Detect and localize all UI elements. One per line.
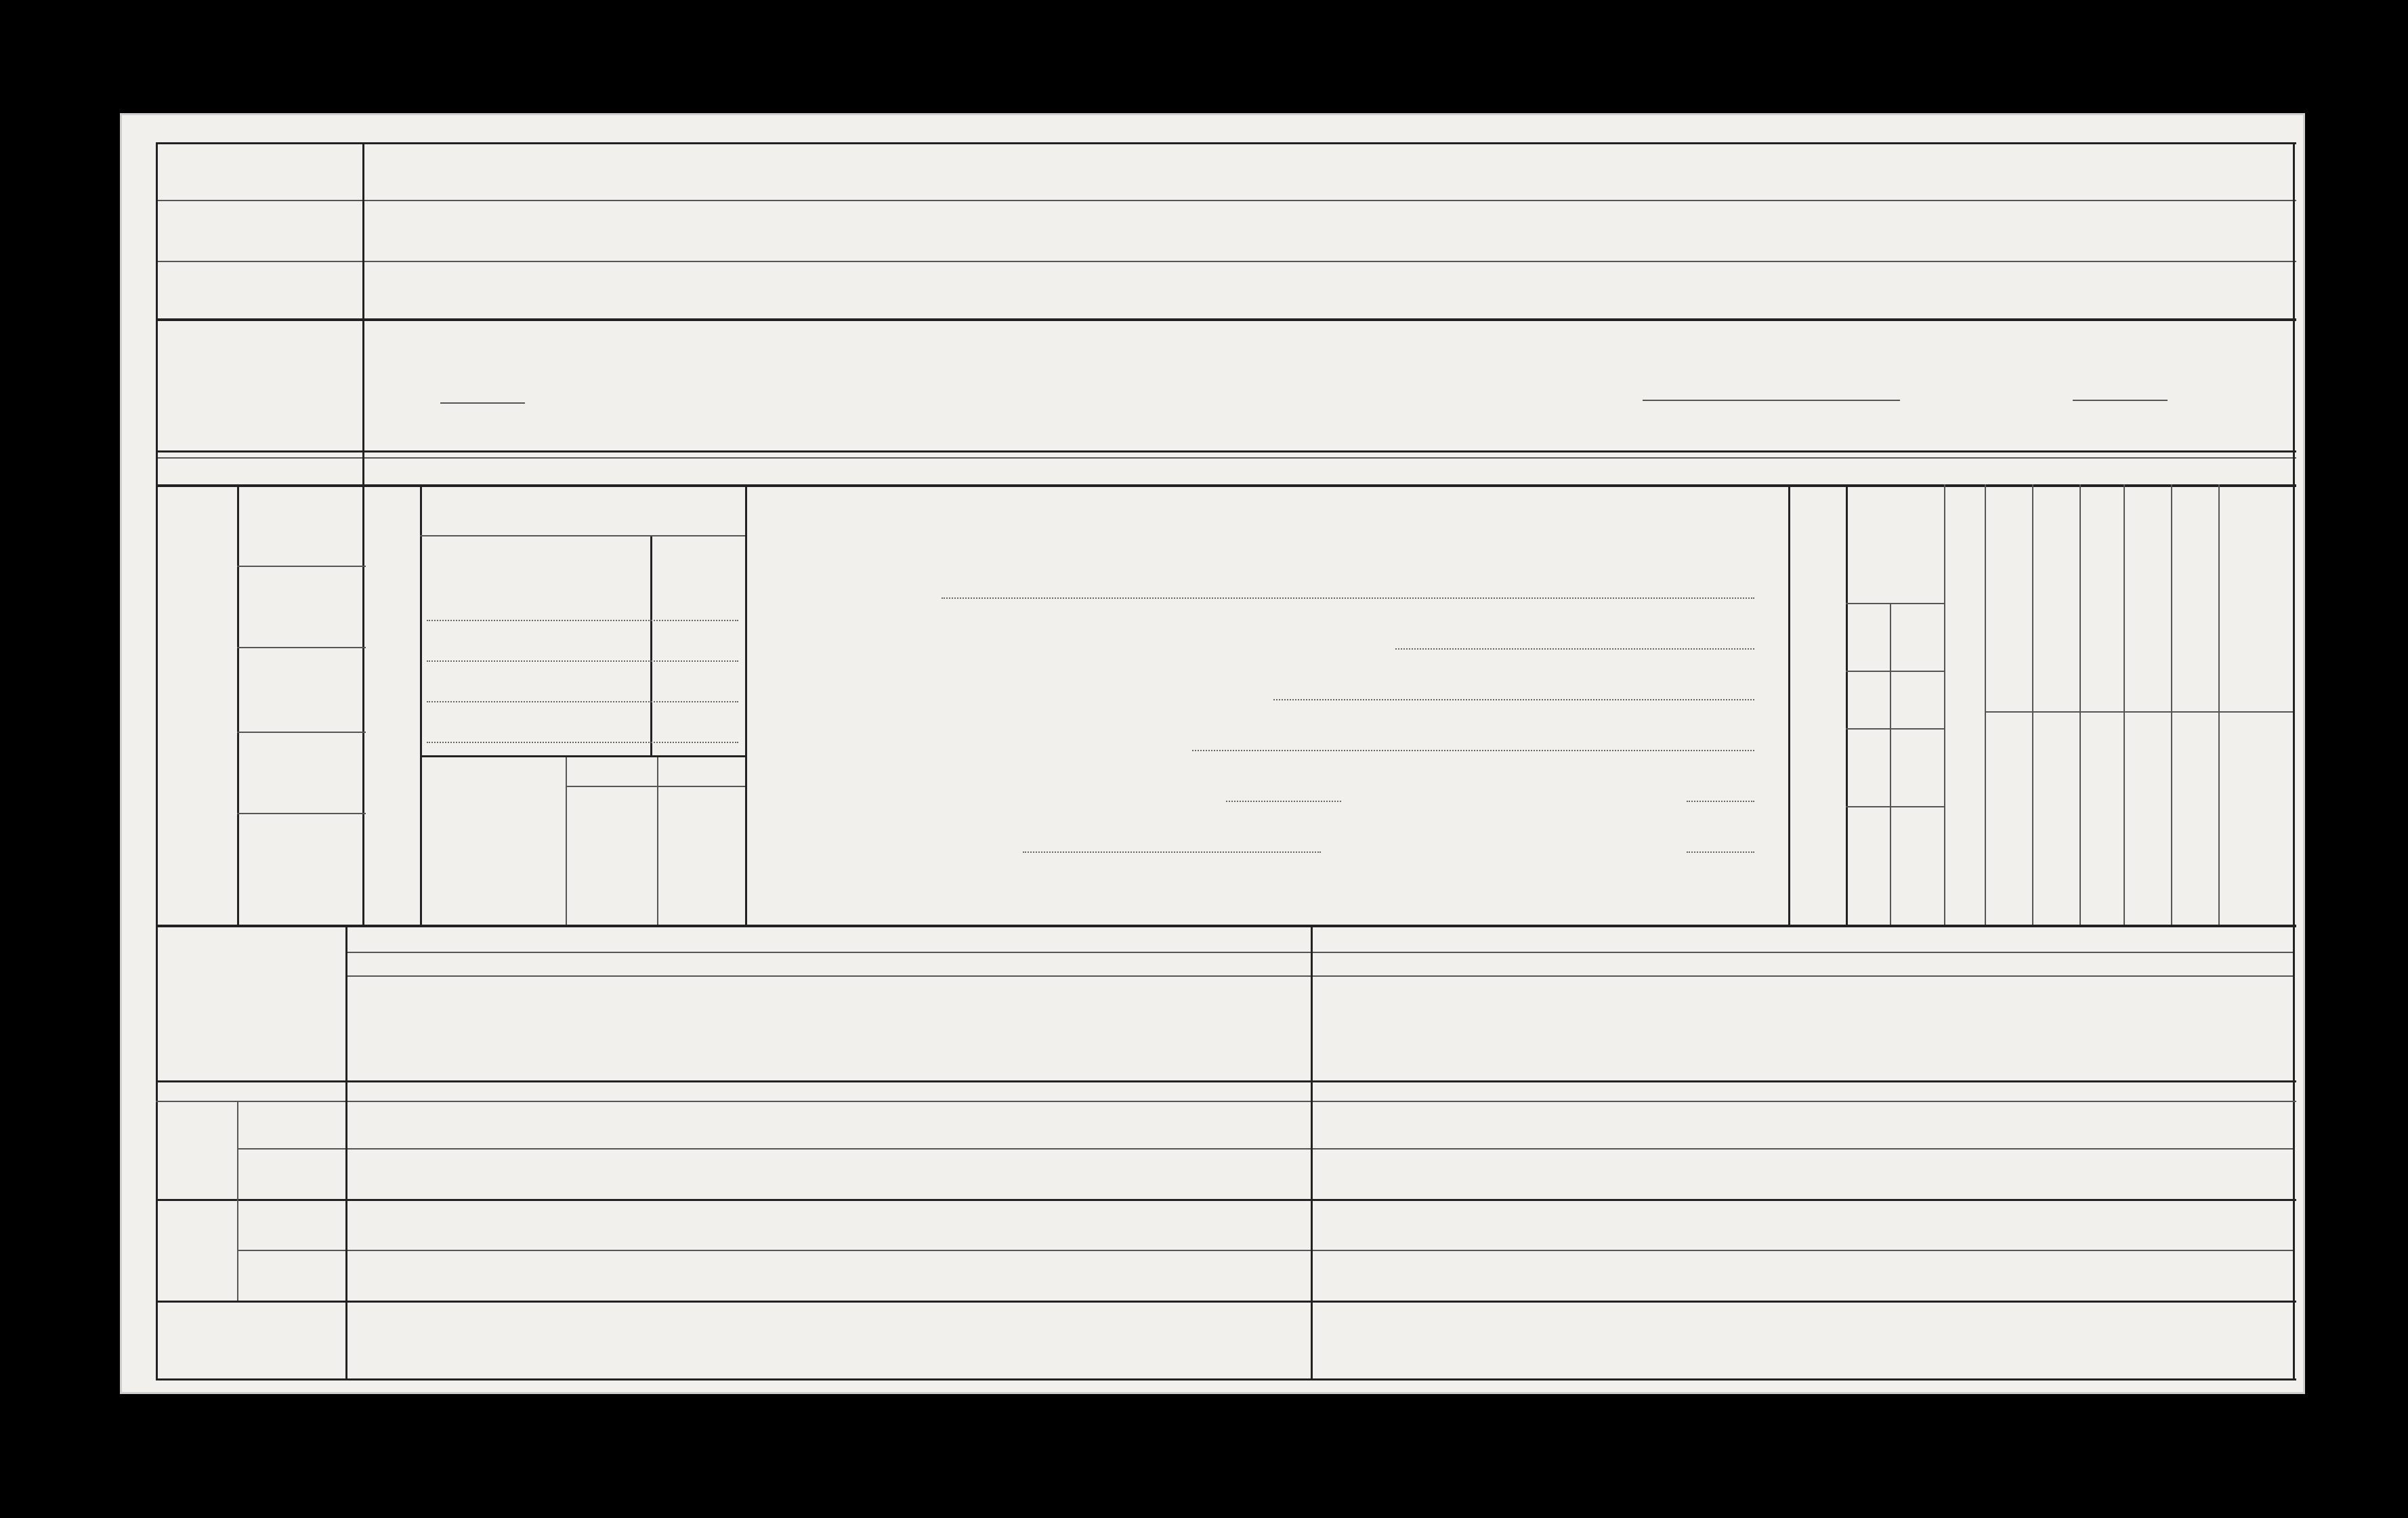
document-sheet xyxy=(122,115,2303,1392)
